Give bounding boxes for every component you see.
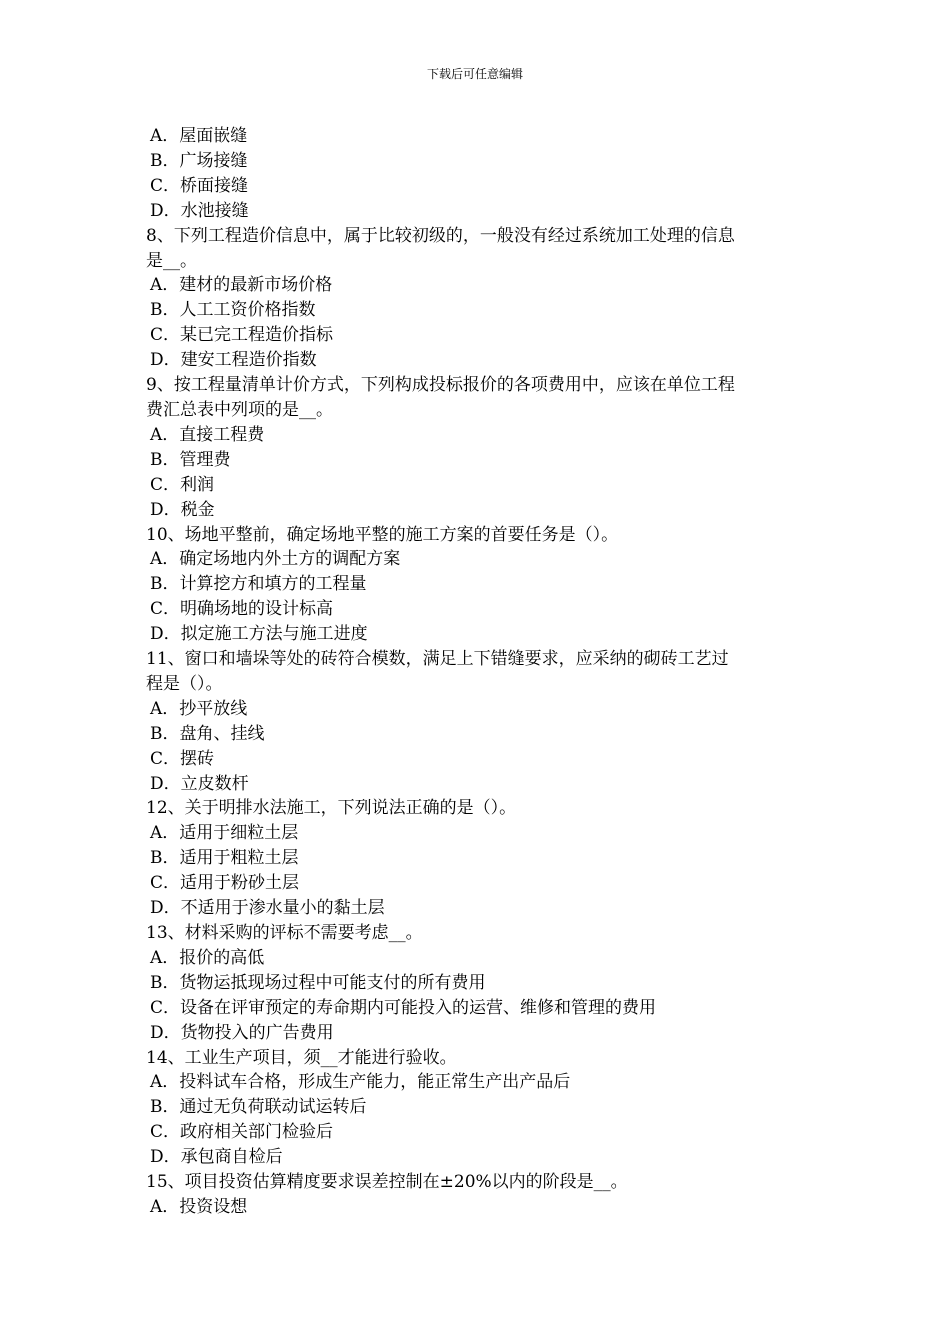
answer-option: D．拟定施工方法与施工进度 bbox=[150, 624, 368, 645]
answer-option: C．某已完工程造价指标 bbox=[150, 325, 334, 346]
answer-option: A．投料试车合格，形成生产能力，能正常生产出产品后 bbox=[150, 1072, 571, 1093]
answer-option: C．设备在评审预定的寿命期内可能投入的运营、维修和管理的费用 bbox=[150, 997, 657, 1018]
answer-option: D．承包商自检后 bbox=[150, 1147, 283, 1168]
question-text: 11、窗口和墙垛等处的砖符合模数，满足上下错缝要求，应采纳的砌砖工艺过 bbox=[146, 649, 729, 670]
answer-option: C．桥面接缝 bbox=[150, 175, 249, 196]
answer-option: C．适用于粉砂土层 bbox=[150, 873, 300, 894]
answer-option: B．盘角、挂线 bbox=[150, 723, 265, 744]
answer-option: A．抄平放线 bbox=[150, 698, 248, 719]
answer-option: B．管理费 bbox=[150, 449, 231, 470]
answer-option: C．政府相关部门检验后 bbox=[150, 1122, 334, 1143]
page-header: 下载后可任意编辑 bbox=[426, 67, 523, 81]
answer-option: A．投资设想 bbox=[150, 1196, 248, 1217]
question-text: 13、材料采购的评标不需要考虑__。 bbox=[146, 923, 423, 943]
answer-option: B．人工工资价格指数 bbox=[150, 300, 316, 321]
answer-option: C．明确场地的设计标高 bbox=[150, 599, 334, 620]
answer-option: B．通过无负荷联动试运转后 bbox=[150, 1097, 367, 1118]
answer-option: A．适用于细粒土层 bbox=[150, 823, 299, 844]
answer-option: D．立皮数杆 bbox=[150, 773, 249, 794]
answer-option: D．税金 bbox=[150, 499, 215, 520]
answer-option: C．摆砖 bbox=[150, 748, 215, 769]
answer-option: B．货物运抵现场过程中可能支付的所有费用 bbox=[150, 972, 486, 993]
question-text: 8、下列工程造价信息中，属于比较初级的，一般没有经过系统加工处理的信息 bbox=[146, 225, 735, 246]
answer-option: A．屋面嵌缝 bbox=[150, 126, 248, 146]
answer-option: C．利润 bbox=[150, 474, 215, 495]
answer-option: D．水池接缝 bbox=[150, 200, 249, 221]
answer-option: D．货物投入的广告费用 bbox=[150, 1022, 334, 1043]
answer-option: B．适用于粗粒土层 bbox=[150, 848, 299, 869]
answer-option: B．广场接缝 bbox=[150, 150, 248, 171]
question-text: 10、场地平整前，确定场地平整的施工方案的首要任务是（）。 bbox=[146, 524, 619, 545]
question-text: 15、项目投资估算精度要求误差控制在±20%以内的阶段是__。 bbox=[146, 1172, 628, 1193]
answer-option: A．报价的高低 bbox=[150, 947, 265, 968]
answer-option: A．确定场地内外土方的调配方案 bbox=[150, 549, 401, 570]
question-text: 费汇总表中列项的是__。 bbox=[146, 399, 333, 420]
question-text: 9、按工程量清单计价方式，下列构成投标报价的各项费用中，应该在单位工程 bbox=[146, 375, 735, 396]
answer-option: A．建材的最新市场价格 bbox=[150, 275, 333, 296]
question-text: 程是（）。 bbox=[146, 673, 223, 694]
document-body bbox=[146, 124, 811, 1220]
answer-option: B．计算挖方和填方的工程量 bbox=[150, 574, 367, 595]
answer-option: D．不适用于渗水量小的黏土层 bbox=[150, 898, 385, 919]
question-text: 14、工业生产项目，须__才能进行验收。 bbox=[146, 1047, 457, 1068]
question-text: 是__。 bbox=[146, 250, 197, 271]
question-text: 12、关于明排水法施工，下列说法正确的是（）。 bbox=[146, 798, 517, 819]
answer-option: A．直接工程费 bbox=[150, 424, 265, 445]
answer-option: D．建安工程造价指数 bbox=[150, 350, 317, 371]
